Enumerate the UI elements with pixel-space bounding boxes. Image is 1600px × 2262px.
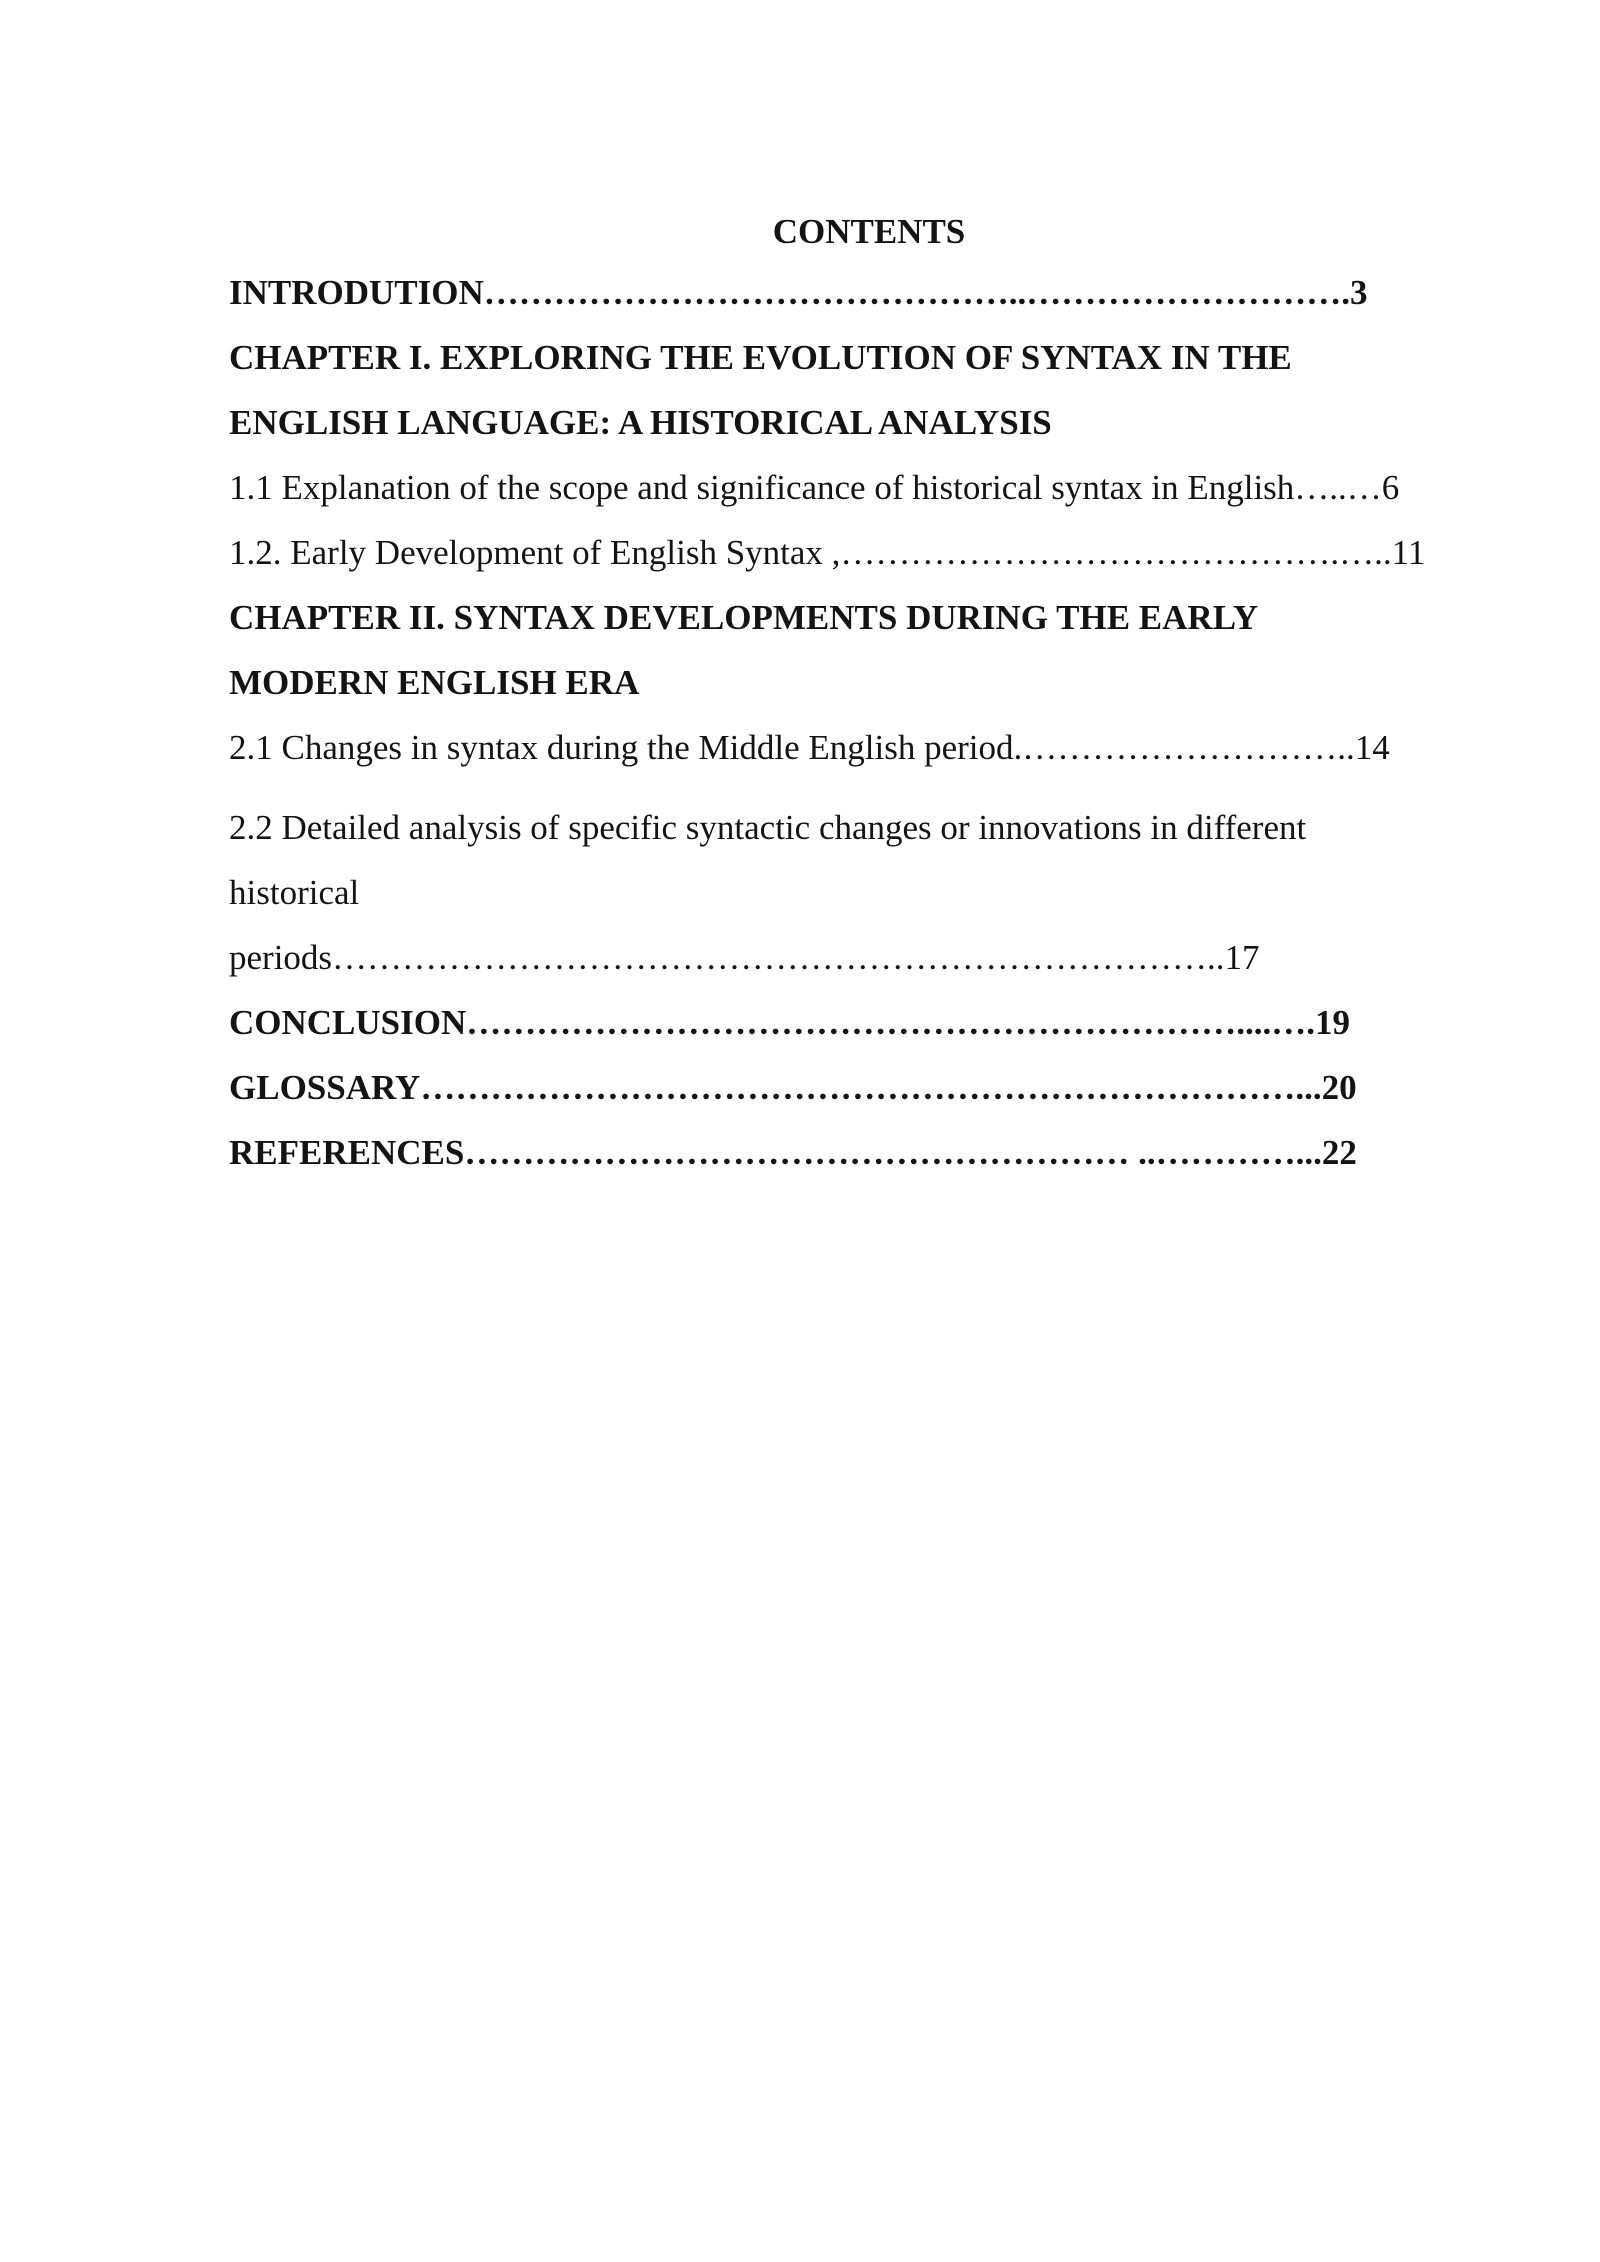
contents-heading: CONTENTS <box>772 212 966 251</box>
toc-entry-chapter-2-line-2: MODERN ENGLISH ERA <box>229 663 640 702</box>
toc-entry-chapter-2-line-1: CHAPTER II. SYNTAX DEVELOPMENTS DURING THE EARLY <box>229 598 1259 637</box>
toc-entry-section-2-1: 2.1 Changes in syntax during the Middle English period.………………………..14 <box>229 728 1390 767</box>
toc-entry-chapter-1-line-2: ENGLISH LANGUAGE: A HISTORICAL ANALYSIS <box>229 403 1052 442</box>
table-of-contents <box>229 204 1495 1185</box>
toc-entry-chapter-1-line-1: CHAPTER I. EXPLORING THE EVOLUTION OF SYNTAX IN THE <box>229 338 1292 377</box>
toc-entry-section-2-2-line-3: periods…………………………………………………………………..17 <box>229 938 1260 977</box>
toc-entry-section-1-2: 1.2. Early Development of English Syntax ,…………………………………….…..11 <box>229 533 1426 572</box>
toc-entry-section-2-2-line-2: historical <box>229 873 360 912</box>
toc-entry-section-1-1: 1.1 Explanation of the scope and significance of historical syntax in English…..…6 <box>229 468 1400 507</box>
toc-entry-introduction: INTRODUTION………………………………………..……………………….3 <box>229 273 1368 312</box>
toc-entry-conclusion: CONCLUSION…………………………………………………………....….19 <box>229 1003 1351 1042</box>
toc-entry-section-2-2-line-1: 2.2 Detailed analysis of specific syntactic changes or innovations in different <box>229 808 1307 847</box>
toc-entry-references: REFERENCES………………………………………………… ..…………...22 <box>229 1133 1357 1172</box>
toc-entry-glossary: GLOSSARY…………………………………………………………………...20 <box>229 1068 1357 1107</box>
